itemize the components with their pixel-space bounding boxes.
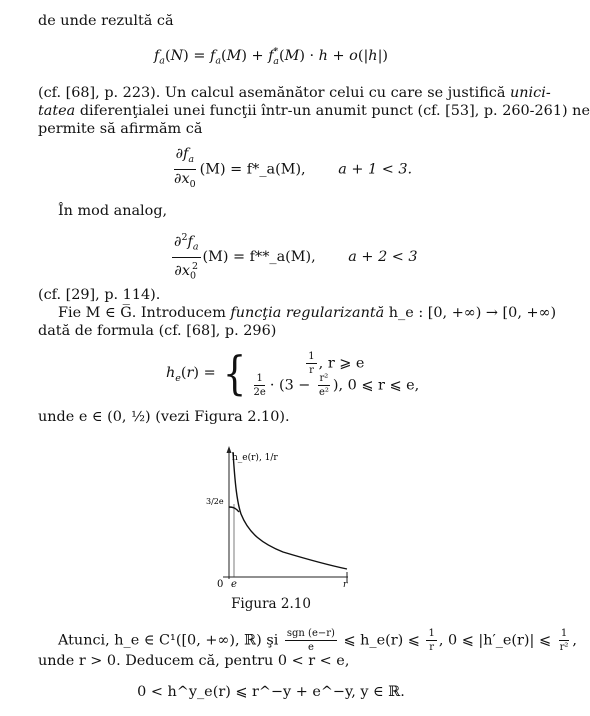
figure-y-label: h_e(r), 1/r bbox=[232, 453, 278, 463]
figure-y-tick: 3/2e bbox=[206, 497, 224, 506]
figure-caption: Figura 2.10 bbox=[231, 596, 311, 612]
text-line: Atunci, h_e ∈ C¹([0, +∞), ℝ) şi $\frac{\text{sgn (e−r)}}{e}$ ⩽ h_e(r) ⩽ $\frac{1}{r}$ , 0 ⩽ |h′_e(r)| ⩽ $\frac{1}{\text{r²}}$ , bbox=[58, 628, 577, 653]
equation-he: $h_e(r)$ = { $\frac{1}{r}$ , r ⩾ e $\frac{1}{2e}$ · (3 − $\frac{\text{r²}}{\text{e²}}$ ), 0 ⩽ r ⩽ e, bbox=[166, 346, 420, 400]
figure-x-end-label: r bbox=[343, 580, 348, 590]
equation-2: $\frac{\partial f_a}{\partial x_0}$ (M) = f*_a(M), a + 1 < 3. bbox=[174, 146, 413, 190]
figure-2-10 bbox=[203, 444, 353, 590]
text-line: În mod analog, bbox=[58, 203, 168, 219]
figure-x-tick-0: 0 bbox=[217, 579, 224, 590]
text-line: Fie M ∈ G̅. Introducem funcţia regularizantă h_e : [0, +∞) → [0, +∞) bbox=[58, 305, 557, 321]
equation-3: $\frac{\partial^2f_a}{\partial x_0^2}$ (M) = f**_a(M), a + 2 < 3 bbox=[174, 232, 418, 282]
text-line: (cf. [29], p. 114). bbox=[38, 287, 161, 303]
y-axis-arrow-icon bbox=[227, 446, 232, 453]
text-line: dată de formula (cf. [68], p. 296) bbox=[38, 323, 277, 339]
curve-one-over-r bbox=[233, 452, 347, 569]
text-line: tatea diferenţialei unei funcţii într-un anumit punct (cf. [53], p. 260-261) ne bbox=[38, 103, 590, 119]
text-line: de unde rezultă că bbox=[38, 13, 174, 29]
equation-last: 0 < h^y_e(r) ⩽ r^−y + e^−y, y ∈ ℝ. bbox=[137, 684, 405, 700]
text-line: permite să afirmăm că bbox=[38, 121, 203, 137]
figure-x-tick-e: e bbox=[231, 579, 237, 590]
equation-1: $f_a(N) = f_a(M) + f^*_a(M) \cdot h + o(|h|)$ bbox=[153, 46, 389, 67]
text-line: (cf. [68], p. 223). Un calcul asemănător celui cu care se justifică unici- bbox=[38, 85, 551, 101]
text-line: unde e ∈ (0, ½) (vezi Figura 2.10). bbox=[38, 409, 290, 425]
text-line: unde r > 0. Deducem că, pentru 0 < r < e, bbox=[38, 653, 350, 669]
